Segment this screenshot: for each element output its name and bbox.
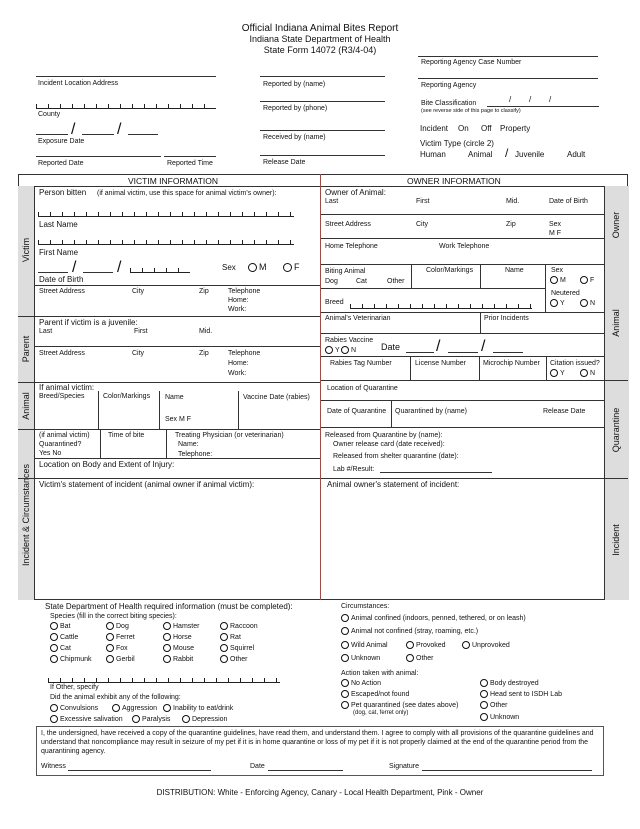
exposure-date-day[interactable] bbox=[82, 134, 114, 135]
state-heading: State Department of Health required information (must be completed): bbox=[45, 602, 293, 611]
victim-zip-label: Zip bbox=[199, 288, 209, 295]
victim-telephone-label: Telephone bbox=[228, 288, 261, 295]
owner-home-tel-label: Home Telephone bbox=[325, 243, 378, 250]
circumstances-label: Circumstances: bbox=[341, 603, 390, 610]
side-label-parent: Parent bbox=[21, 335, 31, 363]
reported-by-phone-label: Reported by (phone) bbox=[263, 105, 328, 112]
neutered-y[interactable]: Y bbox=[550, 299, 565, 307]
victim-sex-label: Sex bbox=[222, 263, 236, 272]
rv-date-day[interactable] bbox=[448, 352, 478, 353]
av-color-label: Color/Markings bbox=[103, 393, 151, 400]
date-label: Date bbox=[250, 763, 265, 770]
circ-not-confined[interactable]: Animal not confined (stray, roaming, etc.) bbox=[341, 627, 478, 635]
side-label-incident: Incident & Circumstances bbox=[21, 463, 31, 567]
location-on-body-label: Location on Body and Extent of Injury: bbox=[39, 460, 175, 469]
citation-label: Citation issued? bbox=[550, 360, 600, 367]
species-gerbil[interactable]: Gerbil bbox=[106, 655, 135, 663]
first-name-label: First Name bbox=[39, 248, 79, 257]
av-vaccine-label: Vaccine Date (rabies) bbox=[243, 394, 310, 401]
reported-by-name-field[interactable] bbox=[260, 76, 385, 77]
owner-heading: OWNER INFORMATION bbox=[407, 176, 501, 186]
owner-sex-mf[interactable]: M F bbox=[549, 230, 562, 237]
side-label-incident-owner: Incident bbox=[611, 524, 621, 556]
rv-date-year[interactable] bbox=[493, 352, 523, 353]
first-name-field[interactable] bbox=[38, 240, 294, 245]
owner-street-label: Street Address bbox=[325, 221, 371, 228]
dob-month[interactable] bbox=[38, 272, 68, 273]
if-animal-victim-label: If animal victim: bbox=[39, 383, 95, 392]
circ-unprovoked[interactable]: Unprovoked bbox=[462, 641, 510, 649]
treating-physician-label: Treating Physician (or veterinarian) bbox=[175, 432, 284, 439]
parent-mid-label: Mid. bbox=[199, 328, 213, 335]
if-other-field[interactable] bbox=[48, 678, 280, 683]
species-bat[interactable]: Bat bbox=[50, 622, 71, 630]
owner-animal-sex-label: Sex bbox=[551, 267, 564, 274]
victim-type-animal[interactable]: Animal bbox=[468, 150, 493, 159]
incident-off[interactable]: Off bbox=[481, 124, 492, 133]
action-unknown[interactable]: Unknown bbox=[480, 713, 519, 721]
symptom-depression[interactable]: Depression bbox=[182, 715, 227, 723]
species-dog[interactable]: Dog bbox=[106, 622, 129, 630]
species-chipmunk[interactable]: Chipmunk bbox=[50, 655, 92, 663]
side-label-victim: Victim bbox=[21, 237, 31, 263]
date-quarantine-label: Date of Quarantine bbox=[327, 408, 387, 415]
action-none[interactable]: No Action bbox=[341, 679, 381, 687]
species-raccoon[interactable]: Raccoon bbox=[220, 622, 258, 630]
quarantined-by-label: Quarantined by (name) bbox=[395, 408, 467, 415]
tp-name-label: Name: bbox=[178, 441, 199, 448]
side-label-animal-owner: Animal bbox=[611, 309, 621, 337]
shelter-release-label: Released from shelter quarantine (date): bbox=[333, 453, 459, 460]
q-release-date-label: Release Date bbox=[543, 408, 586, 415]
if-other-label: If Other, specify bbox=[50, 684, 99, 691]
rabies-vaccine-date-label: Date bbox=[381, 342, 401, 352]
exposure-date-label: Exposure Date bbox=[38, 138, 85, 145]
action-escaped[interactable]: Escaped/not found bbox=[341, 690, 409, 698]
rabies-vaccine-label: Rabies Vaccine bbox=[325, 337, 374, 344]
symptom-salivation[interactable]: Excessive salivation bbox=[50, 715, 123, 723]
reported-date-label: Reported Date bbox=[38, 160, 84, 167]
species-ferret[interactable]: Ferret bbox=[106, 633, 135, 641]
county-field[interactable] bbox=[36, 104, 216, 109]
victim-statement-label: Victim's statement of incident (animal owner if animal victim): bbox=[39, 480, 255, 489]
av-breed-label: Breed/Species bbox=[39, 393, 85, 400]
owner-of-animal-label: Owner of Animal: bbox=[325, 188, 386, 197]
owner-animal-sex-f[interactable]: F bbox=[580, 276, 594, 284]
bite-classification-field[interactable] bbox=[487, 106, 599, 107]
reported-by-phone-field[interactable] bbox=[260, 101, 385, 102]
action-note: (dog, cat, ferret only) bbox=[353, 710, 409, 716]
loc-quarantine-label: Location of Quarantine bbox=[327, 385, 398, 392]
owner-work-tel-label: Work Telephone bbox=[439, 243, 490, 250]
parent-city-label: City bbox=[132, 350, 145, 357]
signature-field[interactable] bbox=[422, 770, 592, 771]
circ-provoked[interactable]: Provoked bbox=[406, 641, 446, 649]
reported-by-name-label: Reported by (name) bbox=[263, 81, 326, 88]
biting-animal-label: Biting Animal bbox=[325, 268, 366, 275]
owner-dob-label: Date of Birth bbox=[549, 198, 588, 205]
symptom-aggression[interactable]: Aggression bbox=[112, 704, 157, 712]
victim-type-human[interactable]: Human bbox=[420, 150, 446, 159]
rv-date-month[interactable] bbox=[406, 352, 434, 353]
owner-animal-sex-m[interactable]: M bbox=[550, 276, 566, 284]
victim-home-label: Home: bbox=[228, 297, 249, 304]
signature-label: Signature bbox=[389, 763, 419, 770]
reported-time-label: Reported Time bbox=[167, 160, 213, 167]
species-mouse[interactable]: Mouse bbox=[163, 644, 194, 652]
rabies-vaccine-n[interactable]: N bbox=[341, 346, 356, 354]
circ-unknown[interactable]: Unknown bbox=[341, 654, 380, 662]
form-number: State Form 14072 (R3/4-04) bbox=[263, 45, 377, 55]
circ-wild[interactable]: Wild Animal bbox=[341, 641, 388, 649]
victim-type-juvenile[interactable]: Juvenile bbox=[515, 150, 545, 159]
species-note: Species (fill in the correct biting species): bbox=[50, 613, 177, 620]
biting-other[interactable]: Other bbox=[387, 278, 405, 285]
bite-class-note: (see reverse side of this page to classify) bbox=[421, 108, 521, 114]
incident-location-label: Incident Location Address bbox=[38, 80, 119, 87]
incident-label: Incident bbox=[420, 124, 449, 133]
incident-location-field[interactable] bbox=[36, 76, 216, 77]
species-hamster[interactable]: Hamster bbox=[163, 622, 199, 630]
witness-field[interactable] bbox=[68, 770, 211, 771]
owner-first-label: First bbox=[416, 198, 430, 205]
reported-time-field[interactable] bbox=[164, 156, 216, 157]
biting-cat[interactable]: Cat bbox=[356, 278, 367, 285]
distribution-note: DISTRIBUTION: White - Enforcing Agency, Canary - Local Health Department, Pink - Owner bbox=[156, 788, 484, 797]
species-other[interactable]: Other bbox=[220, 655, 248, 663]
victim-city-label: City bbox=[132, 288, 145, 295]
reported-date-field[interactable] bbox=[36, 156, 161, 157]
license-label: License Number bbox=[415, 360, 466, 367]
rabies-vaccine-y[interactable]: Y bbox=[325, 346, 340, 354]
release-date-label: Release Date bbox=[263, 159, 306, 166]
vet-label: Animal's Veterinarian bbox=[325, 315, 391, 322]
circ-other[interactable]: Other bbox=[406, 654, 434, 662]
exposure-date-month[interactable] bbox=[36, 134, 68, 135]
parent-home-label: Home: bbox=[228, 360, 249, 367]
species-fox[interactable]: Fox bbox=[106, 644, 128, 652]
last-name-field[interactable] bbox=[38, 212, 294, 217]
bite-classification-label: Bite Classification bbox=[421, 100, 477, 107]
tp-telephone-label: Telephone: bbox=[178, 451, 213, 458]
owner-animal-name-label: Name bbox=[505, 267, 524, 274]
owner-city-label: City bbox=[416, 221, 429, 228]
owner-color-label: Color/Markings bbox=[426, 267, 474, 274]
owner-statement-area[interactable] bbox=[323, 492, 601, 596]
parent-first-label: First bbox=[134, 328, 148, 335]
parent-last-label: Last bbox=[39, 328, 53, 335]
species-rabbit[interactable]: Rabbit bbox=[163, 655, 193, 663]
last-name-label: Last Name bbox=[39, 220, 78, 229]
parent-street-label: Street Address bbox=[39, 350, 85, 357]
prior-incidents-label: Prior Incidents bbox=[484, 315, 529, 322]
species-horse[interactable]: Horse bbox=[163, 633, 192, 641]
species-squirrel[interactable]: Squirrel bbox=[220, 644, 254, 652]
species-rat[interactable]: Rat bbox=[220, 633, 241, 641]
victim-sex-f[interactable]: F bbox=[283, 263, 300, 272]
rabies-tag-label: Rabies Tag Number bbox=[330, 360, 392, 367]
victim-statement-area[interactable] bbox=[36, 492, 318, 596]
victim-type-adult[interactable]: Adult bbox=[567, 150, 586, 159]
av-name-label: Name bbox=[165, 394, 184, 401]
release-date-field[interactable] bbox=[260, 155, 385, 156]
owner-release-label: Owner release card (date received): bbox=[333, 441, 445, 448]
time-of-bite-label: Time of bite bbox=[108, 432, 145, 439]
action-head-sent[interactable]: Head sent to ISDH Lab bbox=[480, 690, 562, 698]
person-bitten-note: (if animal victim, use this space for animal victim's owner): bbox=[97, 190, 277, 197]
neutered-label: Neutered bbox=[551, 290, 580, 297]
species-cattle[interactable]: Cattle bbox=[50, 633, 78, 641]
form-title: Official Indiana Animal Bites Report bbox=[241, 23, 399, 34]
case-number-field[interactable] bbox=[418, 78, 598, 79]
side-label-quarantine: Quarantine bbox=[611, 407, 621, 453]
released-from-label: Released from Quarantine by (name): bbox=[325, 432, 443, 439]
symptom-convulsions[interactable]: Convulsions bbox=[50, 704, 98, 712]
victim-type-label: Victim Type (circle 2) bbox=[420, 139, 494, 148]
quarantined-yes-no[interactable]: Yes No bbox=[39, 450, 62, 457]
dob-year[interactable] bbox=[130, 268, 190, 273]
incident-on[interactable]: On bbox=[458, 124, 469, 133]
date-field[interactable] bbox=[268, 770, 343, 771]
received-by-field[interactable] bbox=[260, 130, 385, 131]
symptom-inability[interactable]: Inability to eat/drink bbox=[163, 704, 233, 712]
incident-property[interactable]: Property bbox=[500, 124, 531, 133]
exposure-date-year[interactable] bbox=[128, 134, 158, 135]
action-body-destroyed[interactable]: Body destroyed bbox=[480, 679, 539, 687]
reporting-agency-label: Reporting Agency bbox=[421, 82, 477, 89]
owner-mid-label: Mid. bbox=[506, 198, 520, 205]
dob-label: Date of Birth bbox=[39, 275, 84, 284]
victim-work-label: Work: bbox=[228, 306, 247, 313]
citation-y[interactable]: Y bbox=[550, 369, 565, 377]
lab-result-field[interactable] bbox=[380, 472, 492, 473]
parent-telephone-label: Telephone bbox=[228, 350, 261, 357]
received-by-label: Received by (name) bbox=[263, 134, 326, 141]
parent-work-label: Work: bbox=[228, 370, 247, 377]
action-pet-quarantined[interactable]: Pet quarantined (see dates above) bbox=[341, 701, 458, 709]
dob-day[interactable] bbox=[83, 272, 113, 273]
symptom-paralysis[interactable]: Paralysis bbox=[132, 715, 170, 723]
side-label-animal: Animal bbox=[21, 392, 31, 420]
av-sex-label: Sex M F bbox=[165, 416, 192, 423]
owner-zip-label: Zip bbox=[506, 221, 516, 228]
agreement-text: I, the undersigned, have received a copy of the quarantine guidelines, have read them, and understand them. I agree to comply with all provisions of the quarantine guidelines and understand that noncompliance may result in seizure of my pet if it is in home quarantine or loss of my pet if it is not properly claimed at the end of the quarantine period from the quarantining agency. bbox=[41, 730, 594, 755]
parent-zip-label: Zip bbox=[199, 350, 209, 357]
owner-last-label: Last bbox=[325, 198, 339, 205]
agency-name: Indiana State Department of Health bbox=[249, 34, 391, 44]
species-cat[interactable]: Cat bbox=[50, 644, 71, 652]
microchip-label: Microchip Number bbox=[483, 360, 540, 367]
action-other[interactable]: Other bbox=[480, 701, 508, 709]
person-bitten-label: Person bitten bbox=[39, 188, 87, 197]
biting-dog[interactable]: Dog bbox=[325, 278, 338, 285]
neutered-n[interactable]: N bbox=[580, 299, 595, 307]
citation-n[interactable]: N bbox=[580, 369, 595, 377]
quarantined-label: Quarantined? bbox=[39, 441, 82, 448]
witness-label: Witness bbox=[41, 763, 66, 770]
breed-label: Breed bbox=[325, 299, 344, 306]
county-label: County bbox=[38, 111, 61, 118]
parent-heading: Parent if victim is a juvenile: bbox=[39, 318, 138, 327]
owner-statement-label: Animal owner's statement of incident: bbox=[327, 480, 460, 489]
quarantined-note: (if animal victim) bbox=[39, 432, 90, 439]
action-label: Action taken with animal: bbox=[341, 670, 419, 677]
victim-sex-m[interactable]: M bbox=[248, 263, 267, 272]
victim-street-label: Street Address bbox=[39, 288, 85, 295]
circ-confined[interactable]: Animal confined (indoors, penned, tethered, or on leash) bbox=[341, 614, 526, 622]
side-label-owner: Owner bbox=[611, 211, 621, 239]
exhibit-label: Did the animal exhibit any of the following: bbox=[50, 694, 181, 701]
breed-field[interactable] bbox=[350, 304, 532, 309]
case-number-label: Reporting Agency Case Number bbox=[421, 59, 522, 66]
owner-sex-label: Sex bbox=[549, 221, 562, 228]
victim-heading: VICTIM INFORMATION bbox=[128, 176, 219, 186]
lab-result-label: Lab #/Result: bbox=[333, 466, 375, 473]
